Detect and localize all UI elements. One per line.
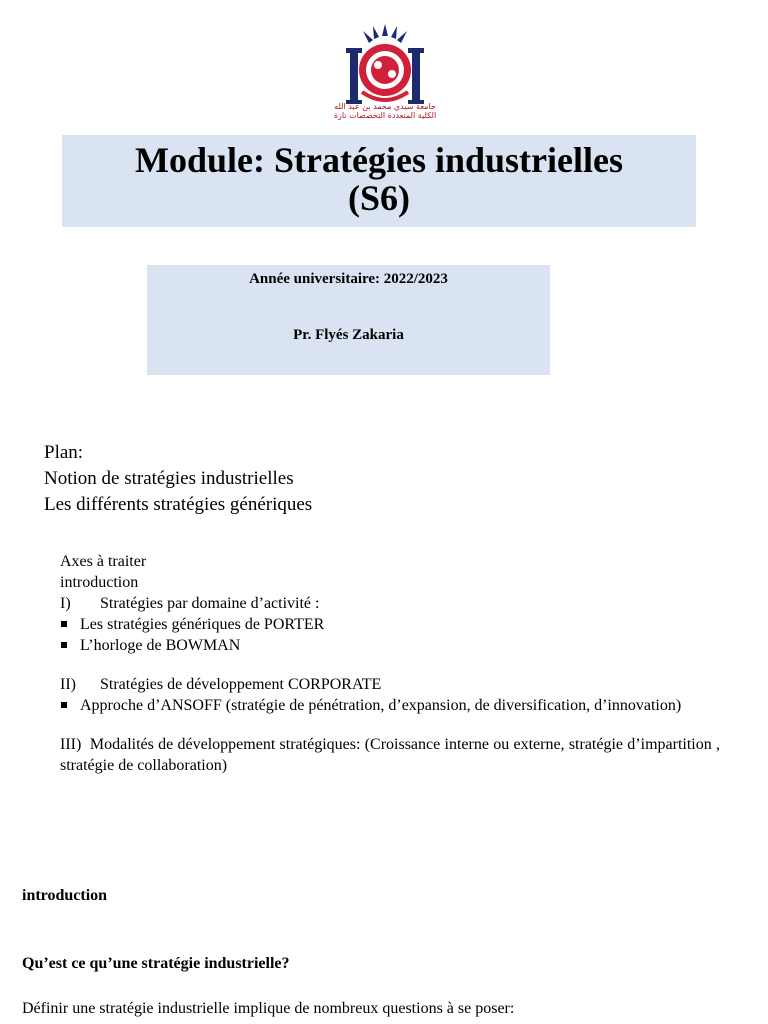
university-name-line1: جامعة سيدي محمد بن عبد الله (334, 102, 436, 111)
course-info-box (147, 265, 550, 375)
university-name-arabic (300, 102, 470, 120)
list-item: L’horloge de BOWMAN (60, 635, 720, 656)
section-1-number: I) (60, 595, 71, 612)
module-title-box (62, 135, 696, 227)
section-1-heading (60, 593, 720, 614)
axes-intro: introduction (60, 574, 139, 591)
module-semester: (S6) (348, 178, 410, 218)
section-3-title: Modalités de développement stratégiques: (Croissance interne ou externe, stratégie d’impartition , stratégie de collaboration) (60, 736, 721, 774)
section-2-title: Stratégies de développement CORPORATE (100, 676, 382, 693)
university-emblem-icon (340, 22, 430, 110)
question-heading: Qu’est ce qu’une stratégie industrielle? (22, 955, 290, 972)
professor-name: Pr. Flyés Zakaria (293, 327, 404, 343)
academic-year: Année universitaire: 2022/2023 (249, 271, 448, 287)
section-2-number: II) (60, 676, 76, 693)
axes-heading: Axes à traiter (60, 553, 147, 570)
plan-heading: Plan: (44, 442, 84, 463)
section-3-heading (60, 734, 720, 776)
plan-section (44, 440, 312, 518)
definition-text: Définir une stratégie industrielle implique de nombreux questions à se poser: (22, 1000, 515, 1017)
section-2-heading (60, 674, 720, 695)
list-item: Approche d’ANSOFF (stratégie de pénétration, d’expansion, de diversification, d’innovation) (60, 695, 720, 716)
plan-item: Notion de stratégies industrielles (44, 468, 294, 489)
module-title: Module: Stratégies industrielles (135, 140, 623, 180)
section-1-title: Stratégies par domaine d’activité : (100, 595, 320, 612)
axes-section (60, 551, 720, 776)
plan-item: Les différents stratégies génériques (44, 494, 313, 515)
university-name-line2: الكلية المتعددة التخصصات تازة (333, 111, 437, 120)
list-item: Les stratégies génériques de PORTER (60, 614, 720, 635)
section-3-number: III) (60, 736, 82, 753)
intro-heading: introduction (22, 887, 108, 904)
